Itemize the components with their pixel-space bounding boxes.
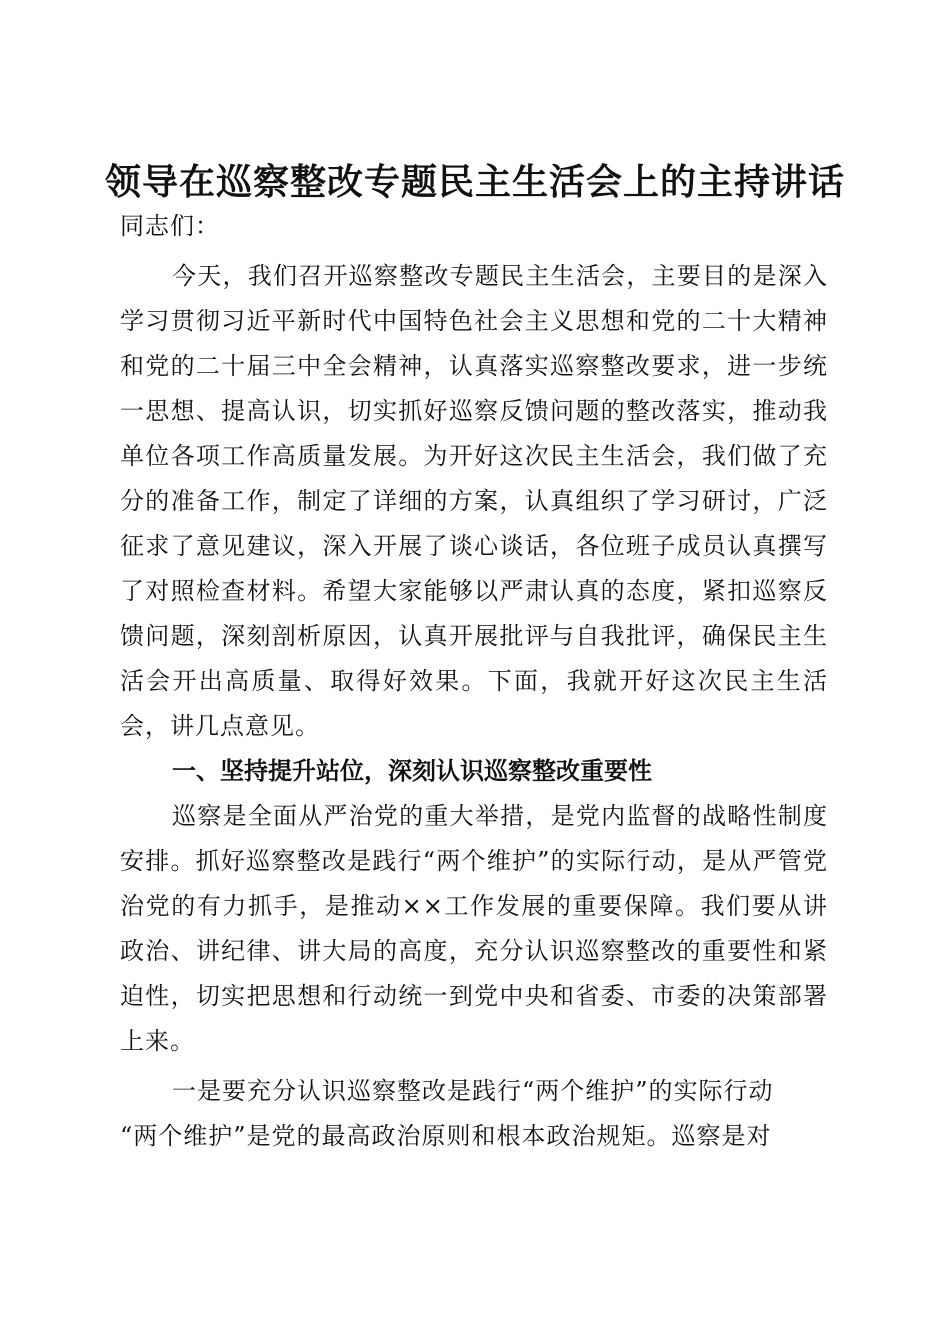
subsection-heading-1: 一是要充分认识巡察整改是践行“两个维护”的实际行动	[172, 1077, 774, 1105]
subsection-paragraph-1: “两个维护”是党的最高政治原则和根本政治规矩。巡察是对	[120, 1122, 772, 1150]
opening-paragraph: 今天，我们召开巡察整改专题民主生活会，主要目的是深入学习贯彻习近平新时代中国特色社会主义思想和党的二十大精神和党的二十届三中全会精神，认真落实巡察整改要求，进一步统一思想、提高认识，切实抓好巡察反馈问题的整改落实，推动我单位各项工作高质量发展。为开好这次民主生活会，我们做了充分的准备工作，制定了详细的方案，认真组织了学习研讨，广泛征求了意见建议，深入开展了谈心谈话，各位班子成员认真撰写了对照检查材料。希望大家能够以严肃认真的态度，紧扣巡察反馈问题，深刻剖析原因，认真开展批评与自我批评，确保民主生活会开出高质量、取得好效果。下面，我就开好这次民主生活会，讲几点意见。	[120, 262, 828, 740]
section-heading-1: 一、坚持提升站位，深刻认识巡察整改重要性	[172, 757, 652, 785]
document-body	[120, 204, 828, 1159]
document-title: 领导在巡察整改专题民主生活会上的主持讲话	[104, 161, 845, 204]
salutation: 同志们：	[120, 212, 220, 240]
section-paragraph-1: 巡察是全面从严治党的重大举措，是党内监督的战略性制度安排。抓好巡察整改是践行“两个维护”的实际行动，是从严管党治党的有力抓手，是推动××工作发展的重要保障。我们要从讲政治、讲纪律、讲大局的高度，充分认识巡察整改的重要性和紧迫性，切实把思想和行动统一到党中央和省委、市委的决策部署上来。	[120, 802, 828, 1055]
